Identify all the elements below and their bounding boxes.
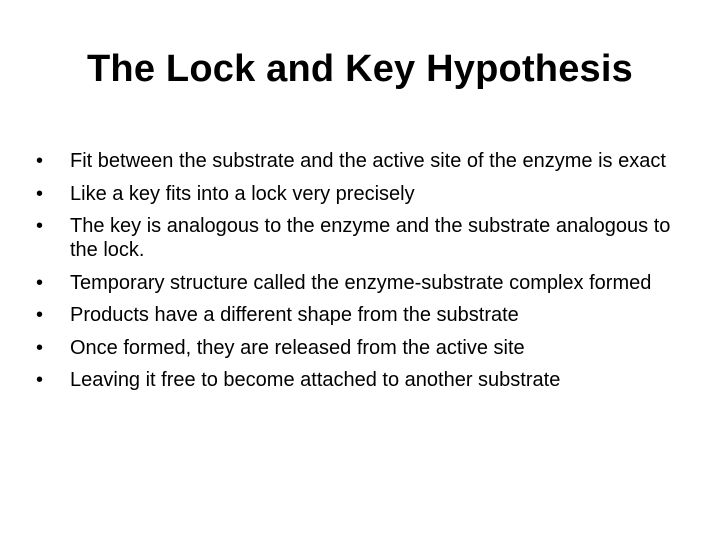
slide-title: The Lock and Key Hypothesis xyxy=(87,48,633,90)
bullet-item xyxy=(36,303,696,327)
bullet-item xyxy=(36,271,696,295)
bullet-item xyxy=(36,368,696,392)
bullet-item xyxy=(36,214,696,262)
bullet-icon: • xyxy=(36,182,44,205)
bullet-icon: • xyxy=(36,271,44,294)
bullet-icon: • xyxy=(36,336,44,359)
bullet-item xyxy=(36,182,696,206)
bullet-text: Temporary structure called the enzyme-substrate complex formed xyxy=(70,271,652,294)
bullet-text: Like a key fits into a lock very precisely xyxy=(70,182,415,205)
bullet-text: Leaving it free to become attached to another substrate xyxy=(70,369,561,391)
bullet-text: Once formed, they are released from the active site xyxy=(70,336,525,359)
bullet-icon: • xyxy=(36,215,44,237)
bullet-text: The key is analogous to the enzyme and the substrate analogous to the lock. xyxy=(70,215,671,261)
bullet-list xyxy=(36,149,696,392)
bullet-text: Products have a different shape from the substrate xyxy=(70,304,519,326)
bullet-item xyxy=(36,336,696,360)
bullet-icon: • xyxy=(36,369,44,391)
bullet-icon: • xyxy=(36,304,44,326)
bullet-item xyxy=(36,149,696,173)
bullet-icon: • xyxy=(36,150,44,172)
bullet-text: Fit between the substrate and the active site of the enzyme is exact xyxy=(70,150,666,172)
